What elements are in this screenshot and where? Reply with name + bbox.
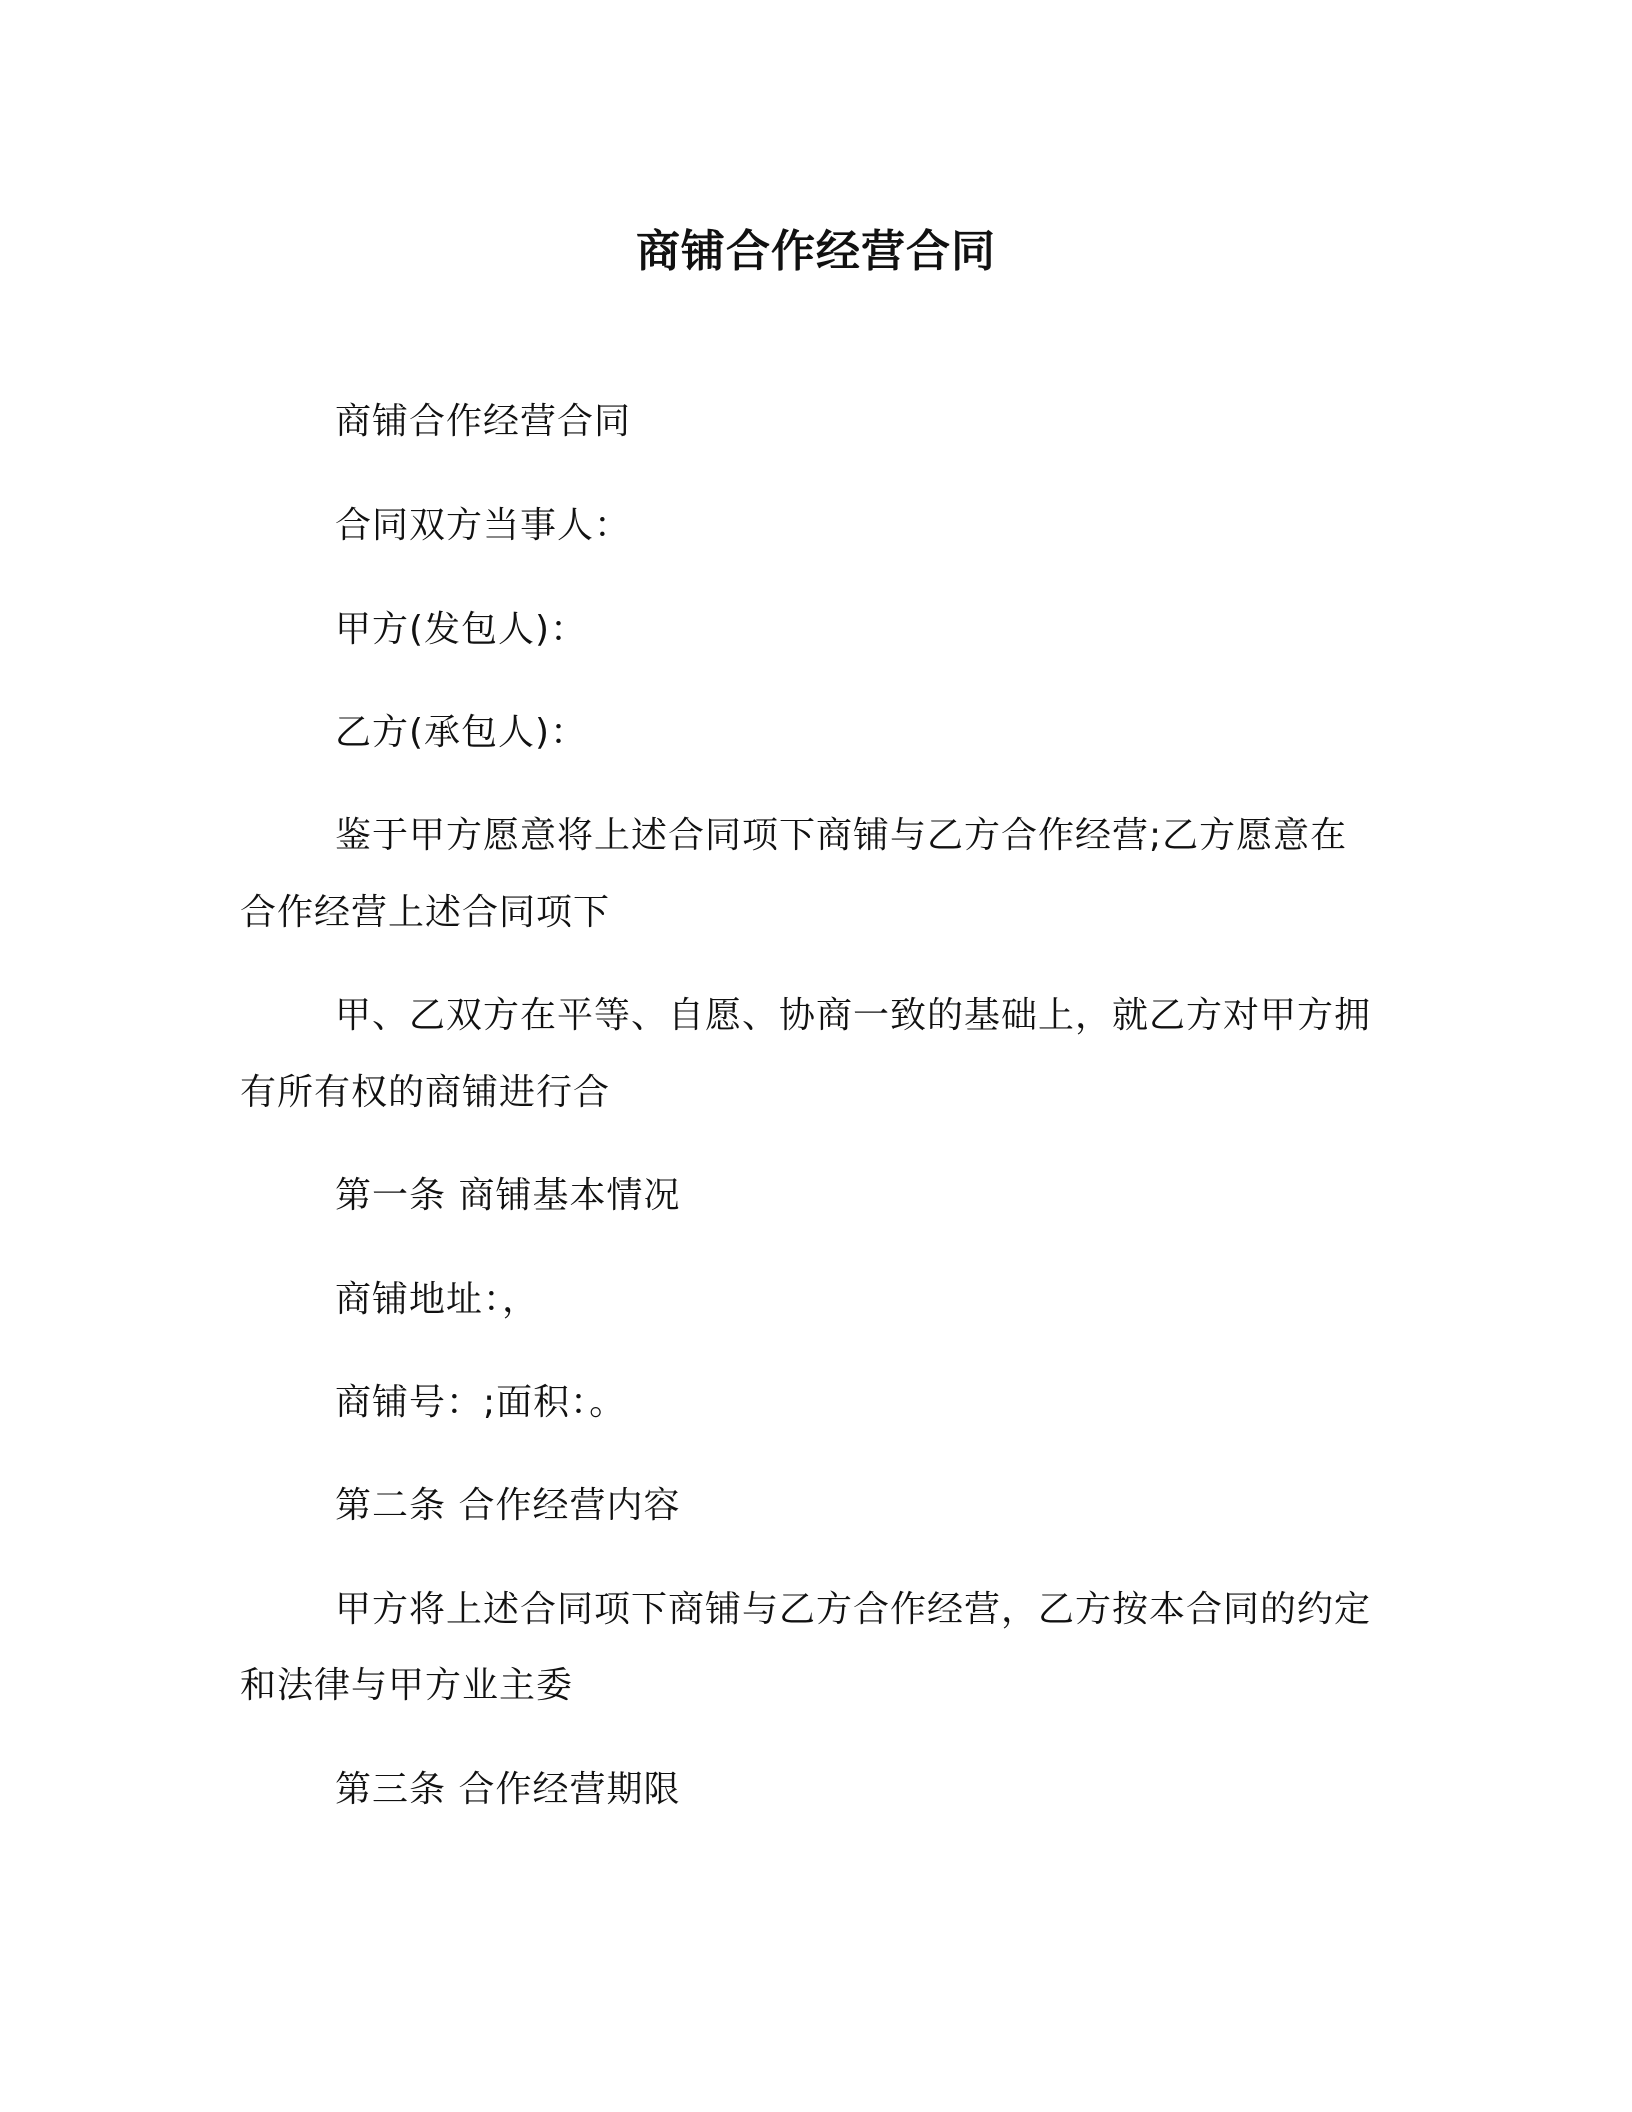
paragraph-heading-title: 商铺合作经营合同 — [335, 401, 632, 442]
paragraph-whereas-line-2: 合作经营上述合同项下 — [240, 892, 611, 933]
article-1-heading: 第一条 商铺基本情况 — [335, 1175, 681, 1216]
shop-number-area-line: 商铺号：;面积：。 — [335, 1382, 627, 1423]
article-2-body-line-1: 甲方将上述合同项下商铺与乙方合作经营，乙方按本合同的约定 — [335, 1589, 1372, 1630]
paragraph-agreement-line-1: 甲、乙双方在平等、自愿、协商一致的基础上，就乙方对甲方拥 — [335, 995, 1372, 1036]
document-title: 商铺合作经营合同 — [636, 226, 996, 277]
paragraph-party-b: 乙方(承包人)： — [335, 712, 588, 753]
paragraph-agreement-line-2: 有所有权的商铺进行合 — [240, 1072, 611, 1113]
shop-address-line: 商铺地址：， — [335, 1279, 540, 1320]
article-3-heading: 第三条 合作经营期限 — [335, 1769, 681, 1810]
paragraph-whereas-line-1: 鉴于甲方愿意将上述合同项下商铺与乙方合作经营;乙方愿意在 — [335, 815, 1348, 856]
article-2-heading: 第二条 合作经营内容 — [335, 1485, 681, 1526]
paragraph-parties: 合同双方当事人： — [335, 505, 632, 546]
article-2-body-line-2: 和法律与甲方业主委 — [240, 1665, 574, 1706]
paragraph-party-a: 甲方(发包人)： — [335, 609, 588, 650]
